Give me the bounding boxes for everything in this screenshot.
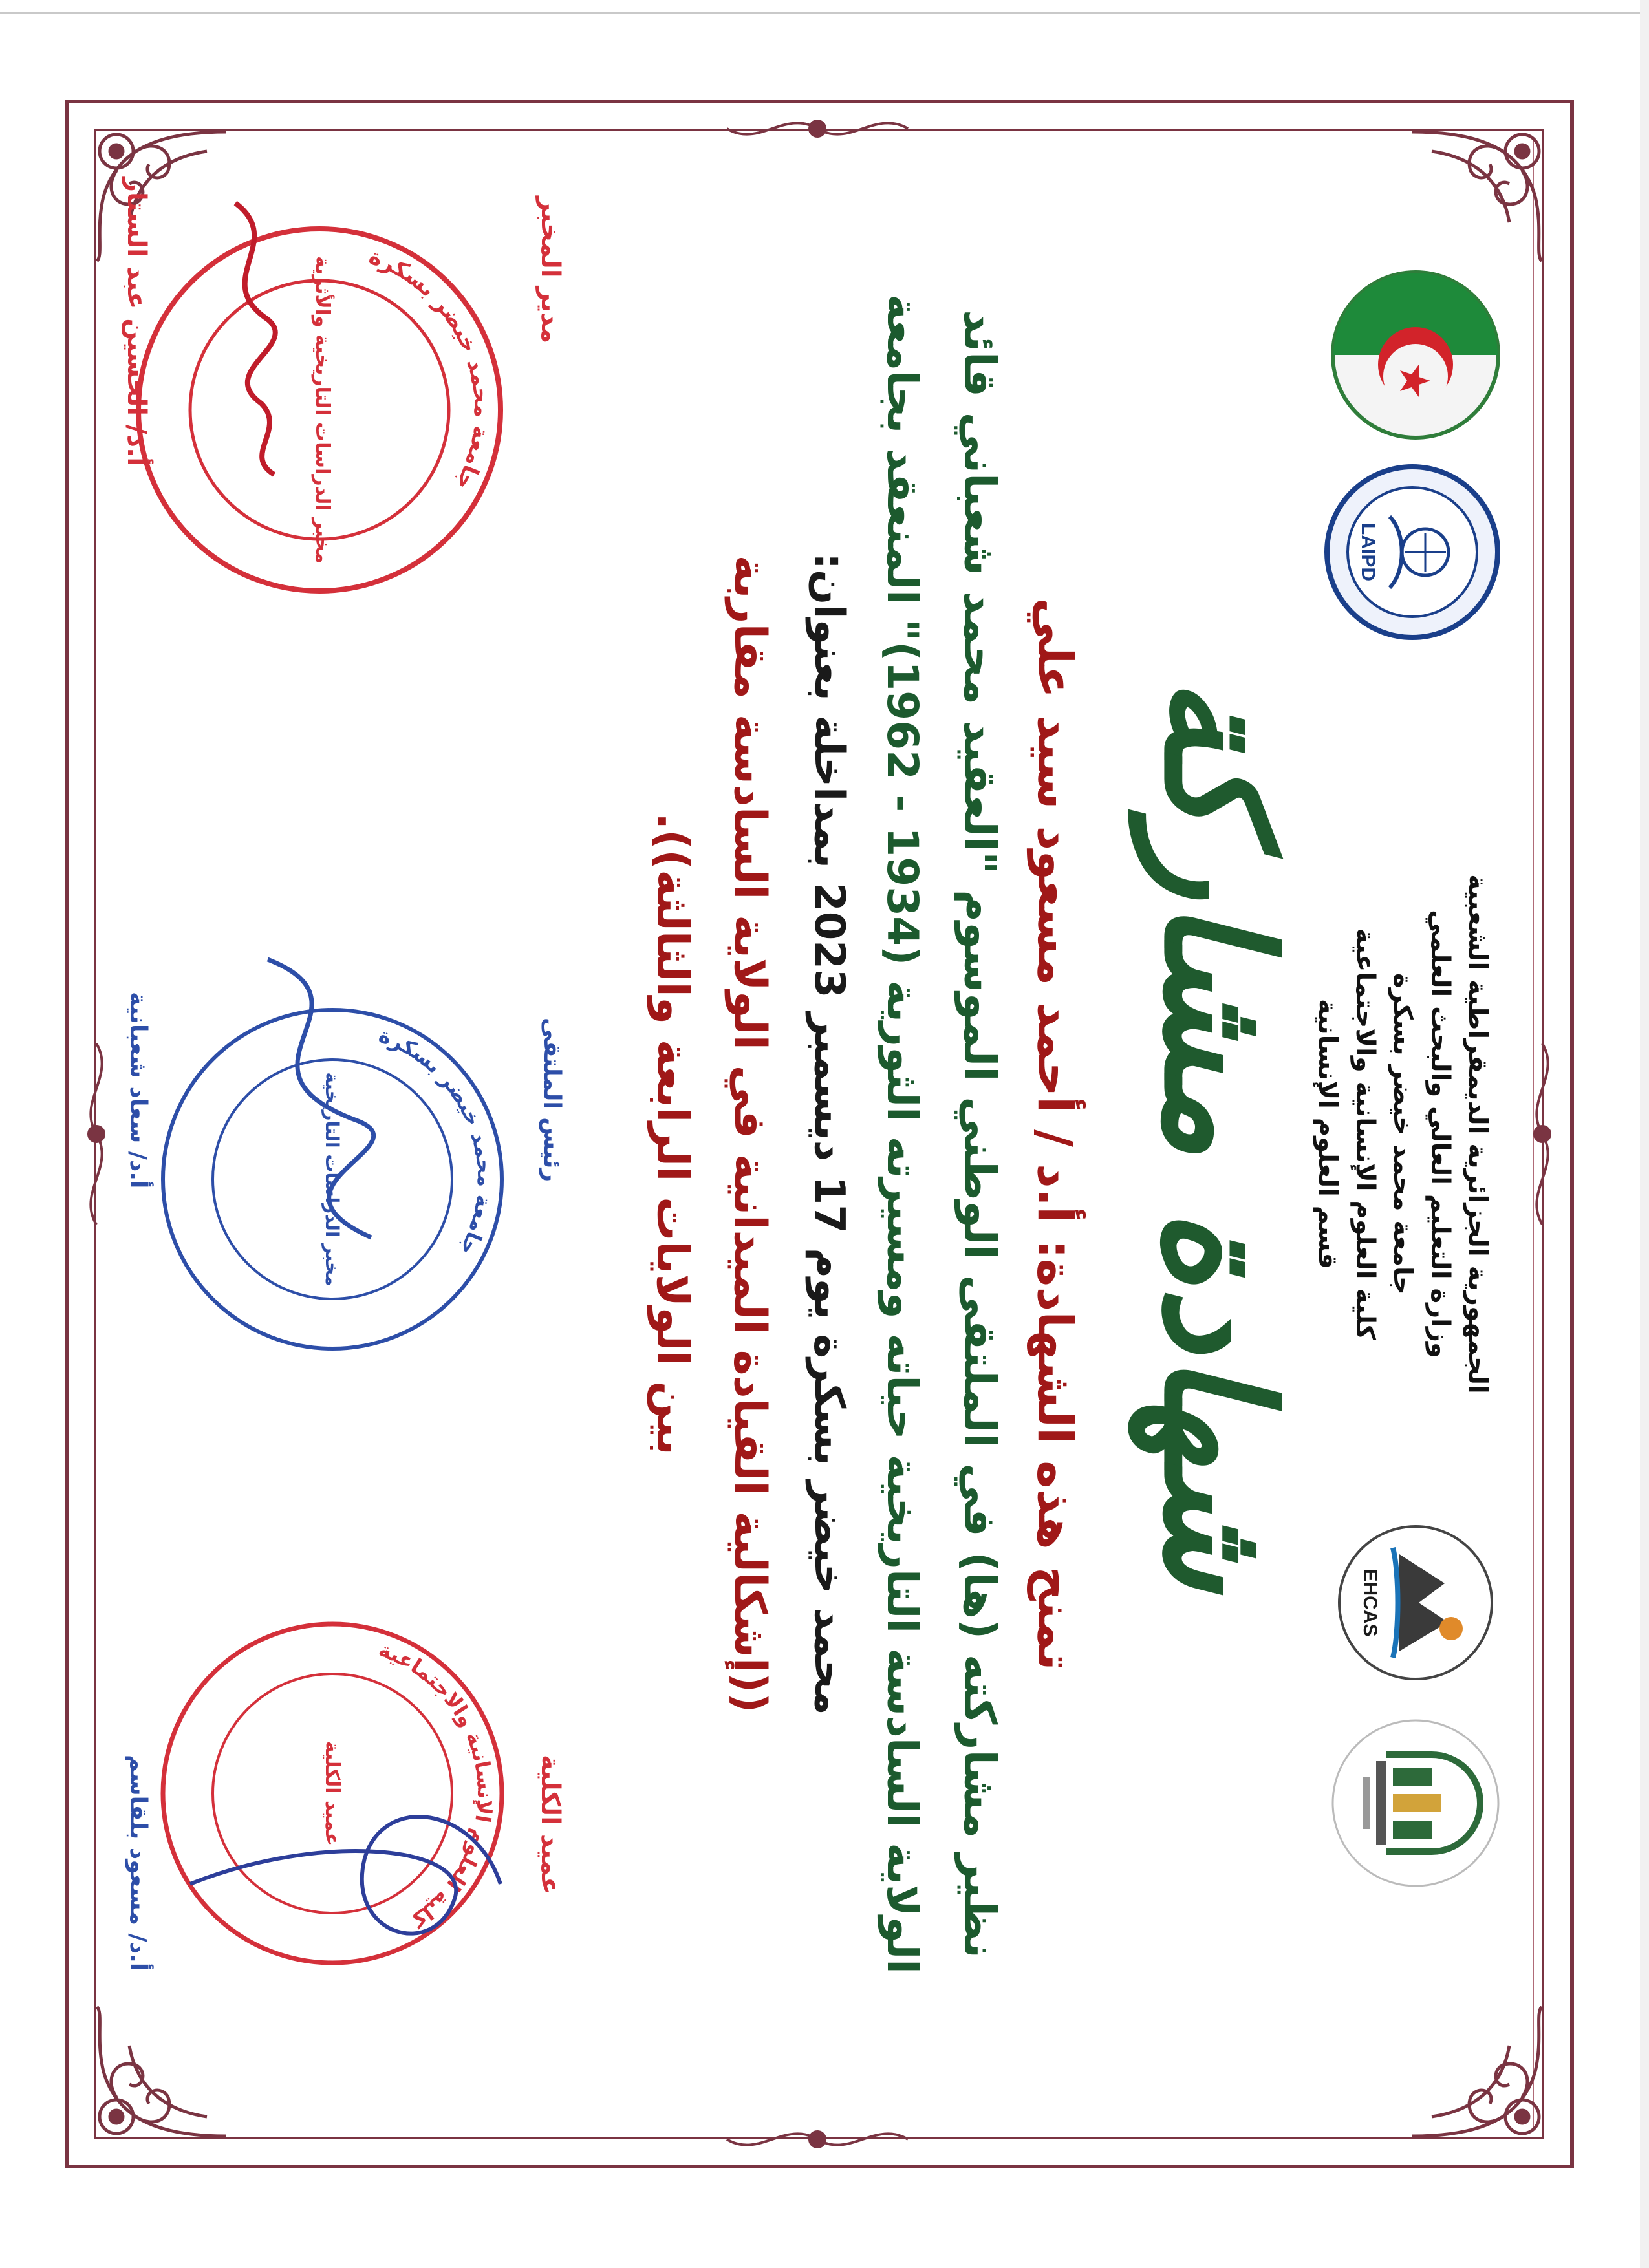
ehcas-logo-label: EHCAS <box>1359 1568 1381 1637</box>
stamp-left <box>125 216 513 604</box>
signature-right-name: أ.د/ مسعود بلقاسم <box>125 1755 151 1971</box>
stamp-left-center-text: مخبر الدراسات التاريخية والأثرية <box>311 255 334 564</box>
body-line-4: محمد خيضر بسكرة يوم 17 ديسمبر 2023 بمداخلة بعنوان: <box>805 553 853 1715</box>
stamp-middle-ring-text: جامعة محمد خيضر بسكرة <box>375 1022 498 1260</box>
algeria-flag-logo <box>1328 268 1503 442</box>
edge-ornament-top <box>1520 1037 1565 1231</box>
edge-ornament-bottom <box>74 1037 119 1231</box>
paper-title-line-2: بين الولايات الرابعة والثالثة)). <box>647 813 698 1455</box>
signature-middle-name: أ.د/ سعاد شعبانية <box>125 992 151 1189</box>
header-university: جامعة محمد خيضر بسكرة <box>1388 973 1417 1295</box>
signature-left-scribble <box>197 190 313 487</box>
header-faculty: كلية العلوم الإنسانية والاجتماعية <box>1350 928 1380 1340</box>
stamp-right-center-text: عميد الكلية <box>321 1740 343 1846</box>
header-ministry: وزارة التعليم العالي والبحث العلمي <box>1425 910 1455 1358</box>
header <box>1309 681 1496 1587</box>
signature-left-title: مدير المخبر <box>535 197 565 344</box>
corner-ornament-top-left <box>1393 112 1561 281</box>
edge-ornament-left <box>720 106 914 151</box>
corner-ornament-bottom-right <box>78 1987 246 2156</box>
laboratory-logo <box>1322 462 1503 643</box>
paper-title-line-1: ((إشكالية القيادة الميدانية في الولاية السادسة مقاربة <box>724 555 775 1713</box>
scan-edge-shadow <box>1640 0 1649 2268</box>
corner-ornament-top-right <box>1393 1987 1561 2156</box>
signature-middle-title: رئيس الملتقى <box>539 1018 565 1182</box>
signature-middle-scribble <box>190 940 462 1276</box>
signature-right-title: عميد الكلية <box>535 1755 565 1895</box>
body-line-3: الولاية السادسة التاريخية حياته ومسيرته الثورية (1934 - 1962)" المنعقد بجامعة <box>878 294 927 1974</box>
header-country: الجمهورية الجزائرية الديمقراطية الشعبية <box>1463 874 1493 1394</box>
stamp-right-ring-text: كلية العلوم الإنسانية والاجتماعية <box>375 1636 498 1933</box>
lab-logo-label: LAIPD <box>1357 523 1379 581</box>
certificate-title: شهادة مشاركة <box>1131 676 1306 1592</box>
signature-right-scribble <box>177 1768 513 2000</box>
stamp-middle-center-text: مخبر الدراسات التاريخية <box>321 1072 343 1287</box>
recipient-line: تمنح هذه الشهادة: أ.د / أحمد مسعود سيد علي <box>1027 597 1083 1671</box>
header-department: قسم العلوم الإنسانية <box>1313 999 1342 1269</box>
ehcas-logo <box>1335 1522 1496 1684</box>
signature-left-name: أ.د/ الحسين عبد الستار <box>122 177 151 466</box>
certificate <box>65 100 1574 2168</box>
university-logo <box>1328 1716 1503 1890</box>
scan-edge-line <box>0 12 1649 14</box>
stamp-left-ring-text: جامعة محمد خيضر بسكرة <box>365 243 495 495</box>
body-line-2: نظير مشاركته (ها) في الملتقى الوطني الموسوم "العقيد محمد شعباني قائد <box>954 310 1005 1958</box>
edge-ornament-right <box>720 2117 914 2162</box>
